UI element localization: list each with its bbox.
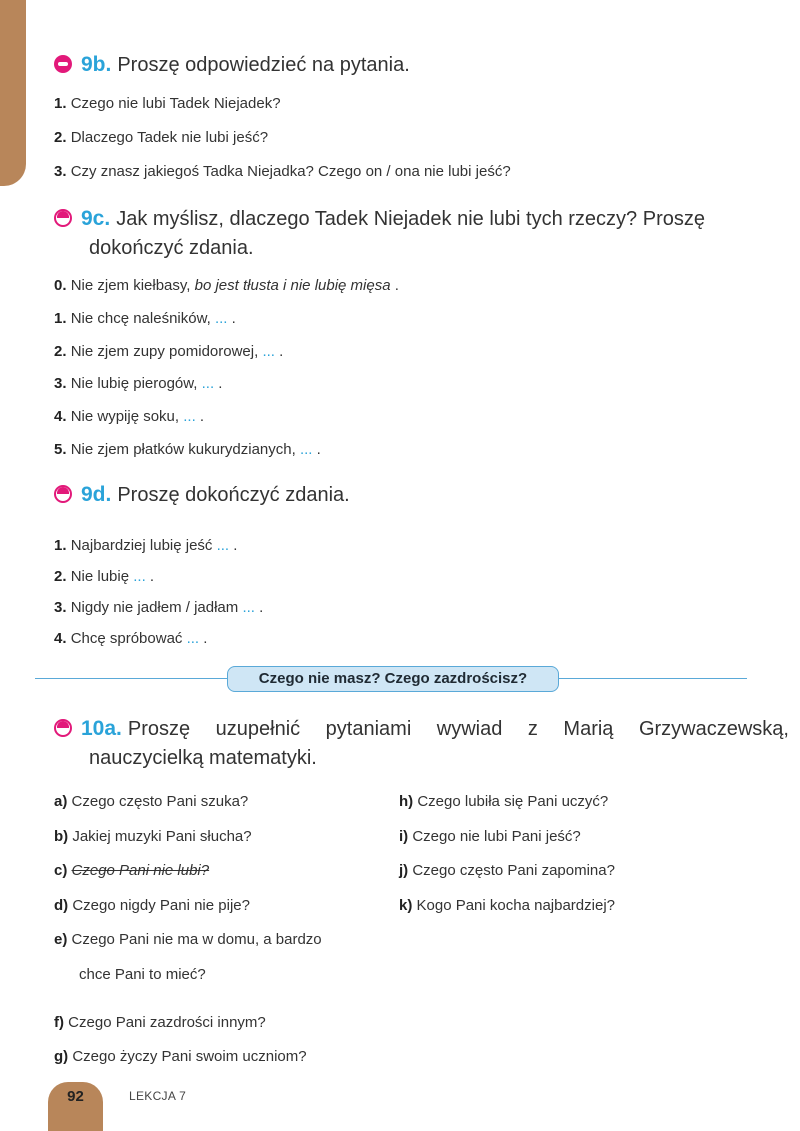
list-item: 3. Nigdy nie jadłem / jadłam ... . <box>54 599 264 616</box>
list-item: 2. Dlaczego Tadek nie lubi jeść? <box>54 129 269 146</box>
lesson-label: LEKCJA 7 <box>129 1089 187 1103</box>
exercise-number: 9c. <box>81 207 111 230</box>
list-item: 3. Nie lubię pierogów, ... . <box>54 375 223 392</box>
exercise-number: 9b. <box>81 53 112 76</box>
question-item: k) Kogo Pani kocha najbardziej? <box>399 897 615 914</box>
page-number: 92 <box>67 1088 84 1105</box>
list-item: 3. Czy znasz jakiegoś Tadka Niejadka? Czego on / ona nie lubi jeść? <box>54 163 511 180</box>
question-item: d) Czego nigdy Pani nie pije? <box>54 897 250 914</box>
list-item: 4. Chcę spróbować ... . <box>54 630 208 647</box>
question-item: j) Czego często Pani zapomina? <box>399 862 615 879</box>
question-item: f) Czego Pani zazdrości innym? <box>54 1014 266 1031</box>
question-item: e) Czego Pani nie ma w domu, a bardzo <box>54 931 322 948</box>
writing-icon <box>54 485 72 503</box>
list-item: 5. Nie zjem płatków kukurydzianych, ... . <box>54 441 321 458</box>
side-tab <box>0 0 26 186</box>
list-item: 1. Czego nie lubi Tadek Niejadek? <box>54 95 281 112</box>
page-number-tab <box>48 1082 103 1131</box>
list-item: 1. Nie chcę naleśników, ... . <box>54 310 236 327</box>
list-item: 2. Nie zjem zupy pomidorowej, ... . <box>54 343 284 360</box>
writing-icon <box>54 209 72 227</box>
writing-icon <box>54 719 72 737</box>
exercise-instruction: Jak myślisz, dlaczego Tadek Niejadek nie lubi tych rzeczy? Proszę dokończyć zdania. <box>89 208 705 259</box>
exercise-number: 9d. <box>81 483 112 506</box>
exercise-9b-heading <box>54 50 410 80</box>
question-item-continuation: chce Pani to mieć? <box>79 966 206 983</box>
exercise-instruction: Proszę odpowiedzieć na pytania. <box>117 54 410 76</box>
list-item: 4. Nie wypiję soku, ... . <box>54 408 205 425</box>
question-item: i) Czego nie lubi Pani jeść? <box>399 828 581 845</box>
speaking-icon <box>54 55 72 73</box>
question-item: h) Czego lubiła się Pani uczyć? <box>399 793 609 810</box>
list-item: 2. Nie lubię ... . <box>54 568 155 585</box>
list-item: 1. Najbardziej lubię jeść ... . <box>54 537 238 554</box>
exercise-instruction: Proszę uzupełnić pytaniami wywiad z Marią Grzywaczewską, nauczycielką matematyki. <box>89 718 789 769</box>
exercise-9c-heading <box>54 204 789 263</box>
example-answer: bo jest tłusta i nie lubię mięsa <box>194 277 391 294</box>
list-item: 0. Nie zjem kiełbasy, bo jest tłusta i nie lubię mięsa . <box>54 277 399 294</box>
question-item-example: c) Czego Pani nie lubi? <box>54 862 210 879</box>
exercise-9d-heading <box>54 480 350 510</box>
question-item: a) Czego często Pani szuka? <box>54 793 249 810</box>
question-item: g) Czego życzy Pani swoim uczniom? <box>54 1048 307 1065</box>
question-item: b) Jakiej muzyki Pani słucha? <box>54 828 252 845</box>
exercise-instruction: Proszę dokończyć zdania. <box>117 484 350 506</box>
section-title: Czego nie masz? Czego zazdrościsz? <box>227 666 559 692</box>
exercise-number: 10a. <box>81 717 122 740</box>
exercise-10a-heading <box>54 714 789 773</box>
